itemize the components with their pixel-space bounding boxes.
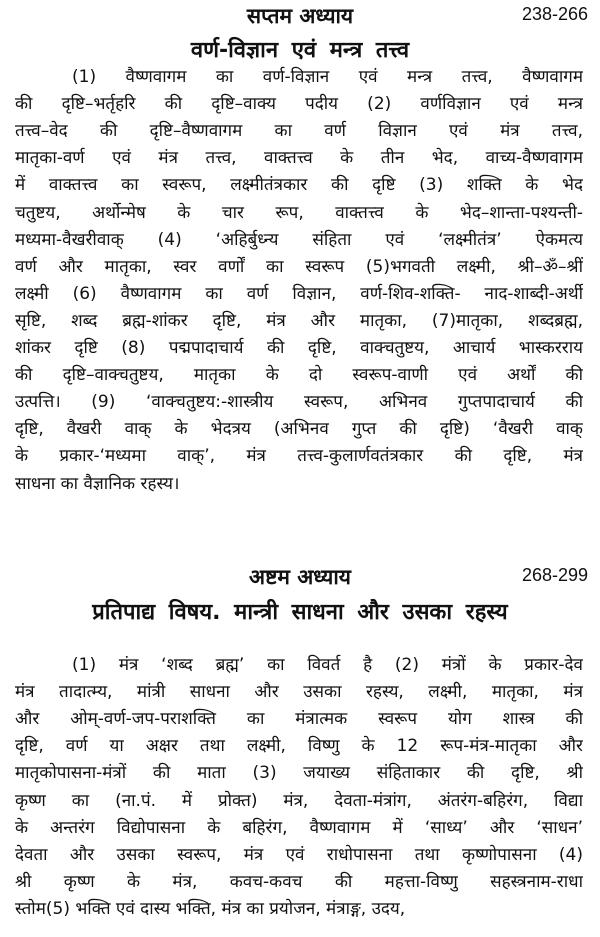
- text-line: वर्ण और मातृका, स्वर वर्णों का स्वरूप (5)भगवती लक्ष्मी, श्री–ॐ–श्रीं: [15, 256, 583, 277]
- text-line: मंत्र तादात्म्य, मांत्री साधना और उसका रहस्य, लक्ष्मी, मातृका, मंत्र: [15, 682, 583, 703]
- text-line: लक्ष्मी (6) वैष्णवागम का वर्ण विज्ञान, वर्ण-शिव-शक्ति- नाद-शाब्दी-अर्थी: [15, 283, 583, 304]
- text-line: चतुष्टय, अर्थोन्मेष के चार रूप, वाक्तत्त्व के भेद–शान्ता-पश्यन्ती-: [15, 202, 583, 223]
- text-line: कृष्ण का (ना.पं. में प्रोक्त) मंत्र, देवता-मंत्रांग, अंतरंग-बहिरंग, विद्या: [15, 790, 583, 811]
- text-line: स्तोम(5) भक्ति एवं दास्य भक्ति, मंत्र का प्रयोजन, मंत्राङ्ग, उदय,: [15, 898, 406, 919]
- text-line: शांकर दृष्टि (8) पद्मपादाचार्य की दृष्टि, वाक्चतुष्टय, आचार्य भास्करराय: [15, 338, 583, 358]
- text-line: मातृकोपासना-मंत्रों की माता (3) जयाख्य संहिताकार की दृष्टि, श्री: [15, 763, 583, 784]
- text-line: देवता और उसका स्वरूप, मंत्र एवं राधोपासना तथा कृष्णोपासना (4): [15, 844, 583, 865]
- text-line: के प्रकार-‘मध्यमा वाक्’, मंत्र तत्त्व-कुलार्णवतंत्रकार की दृष्टि, मंत्र: [15, 446, 583, 467]
- text-line: की दृष्टि–वाक्चतुष्टय, मातृका के दो स्वरूप-वाणी एवं अर्थों की: [15, 365, 583, 386]
- page-range: 238-266: [521, 4, 588, 24]
- text-line: उत्पत्ति। (9) ‘वाक्चतुष्टय:-शास्त्रीय स्वरूप, अभिनव गुप्तपादाचार्य की: [15, 392, 583, 413]
- text-line: मातृका-वर्ण एवं मंत्र तत्त्व, वाक्तत्त्व के तीन भेद, वाच्य-वैष्णवागम: [15, 148, 583, 169]
- text-line: दृष्टि, वैखरी वाक् के भेदत्रय (अभिनव गुप्त की दृष्टि) ‘वैखरी वाक्: [15, 419, 583, 440]
- text-line: में वाक्तत्त्व का स्वरूप, लक्ष्मीतंत्रकार की दृष्टि (3) शक्ति के भेद: [15, 175, 583, 196]
- text-line: (1) मंत्र ‘शब्द ब्रह्म’ का विवर्त है (2) मंत्रों के प्रकार-देव: [72, 655, 583, 675]
- text-line: श्री कृष्ण के मंत्र, कवच-कवच की महत्ता-विष्णु सहस्त्रनाम-राधा: [15, 871, 583, 892]
- chapter-title: सप्तम अध्याय: [246, 4, 354, 28]
- text-line: सृष्टि, शब्द ब्रह्म-शांकर दृष्टि, मंत्र और मातृका, (7)मातृका, शब्दब्रह्म,: [15, 310, 583, 331]
- page-range: 268-299: [521, 565, 588, 585]
- text-line: (1) वैष्णवागम का वर्ण-विज्ञान एवं मन्त्र तत्त्व, वैष्णवागम: [72, 67, 583, 87]
- text-line: दृष्टि, वर्ण या अक्षर तथा लक्ष्मी, विष्णु के 12 रूप-मंत्र-मातृका और: [15, 736, 583, 757]
- text-line: और ओम्-वर्ण-जप-पराशक्ति का मंत्रात्मक स्वरूप योग शास्त्र की: [15, 709, 583, 730]
- text-line: की दृष्टि–भर्तृहरि की दृष्टि–वाक्य पदीय (2) वर्णविज्ञान एवं मन्त्र: [15, 94, 583, 115]
- text-line: मध्यमा-वैखरीवाक् (4) ‘अहिर्बुध्न्य संहिता एवं ‘लक्ष्मीतंत्र’ ऐकमत्य: [15, 229, 583, 250]
- text-line: साधना का वैज्ञानिक रहस्य।: [15, 473, 180, 494]
- text-line: के अन्तरंग विद्योपासना के बहिरंग, वैष्णवागम में ‘साध्य’ और ‘साधन’: [15, 817, 583, 838]
- chapter-title: अष्टम अध्याय: [249, 565, 351, 589]
- chapter-subtitle: वर्ण-विज्ञान एवं मन्त्र तत्त्व: [190, 38, 410, 63]
- chapter-subtitle: प्रतिपाद्य विषय. मान्त्री साधना और उसका रहस्य: [92, 600, 508, 625]
- text-line: तत्त्व–वेद की दृष्टि–वैष्णवागम का वर्ण विज्ञान एवं मंत्र तत्त्व,: [15, 121, 583, 142]
